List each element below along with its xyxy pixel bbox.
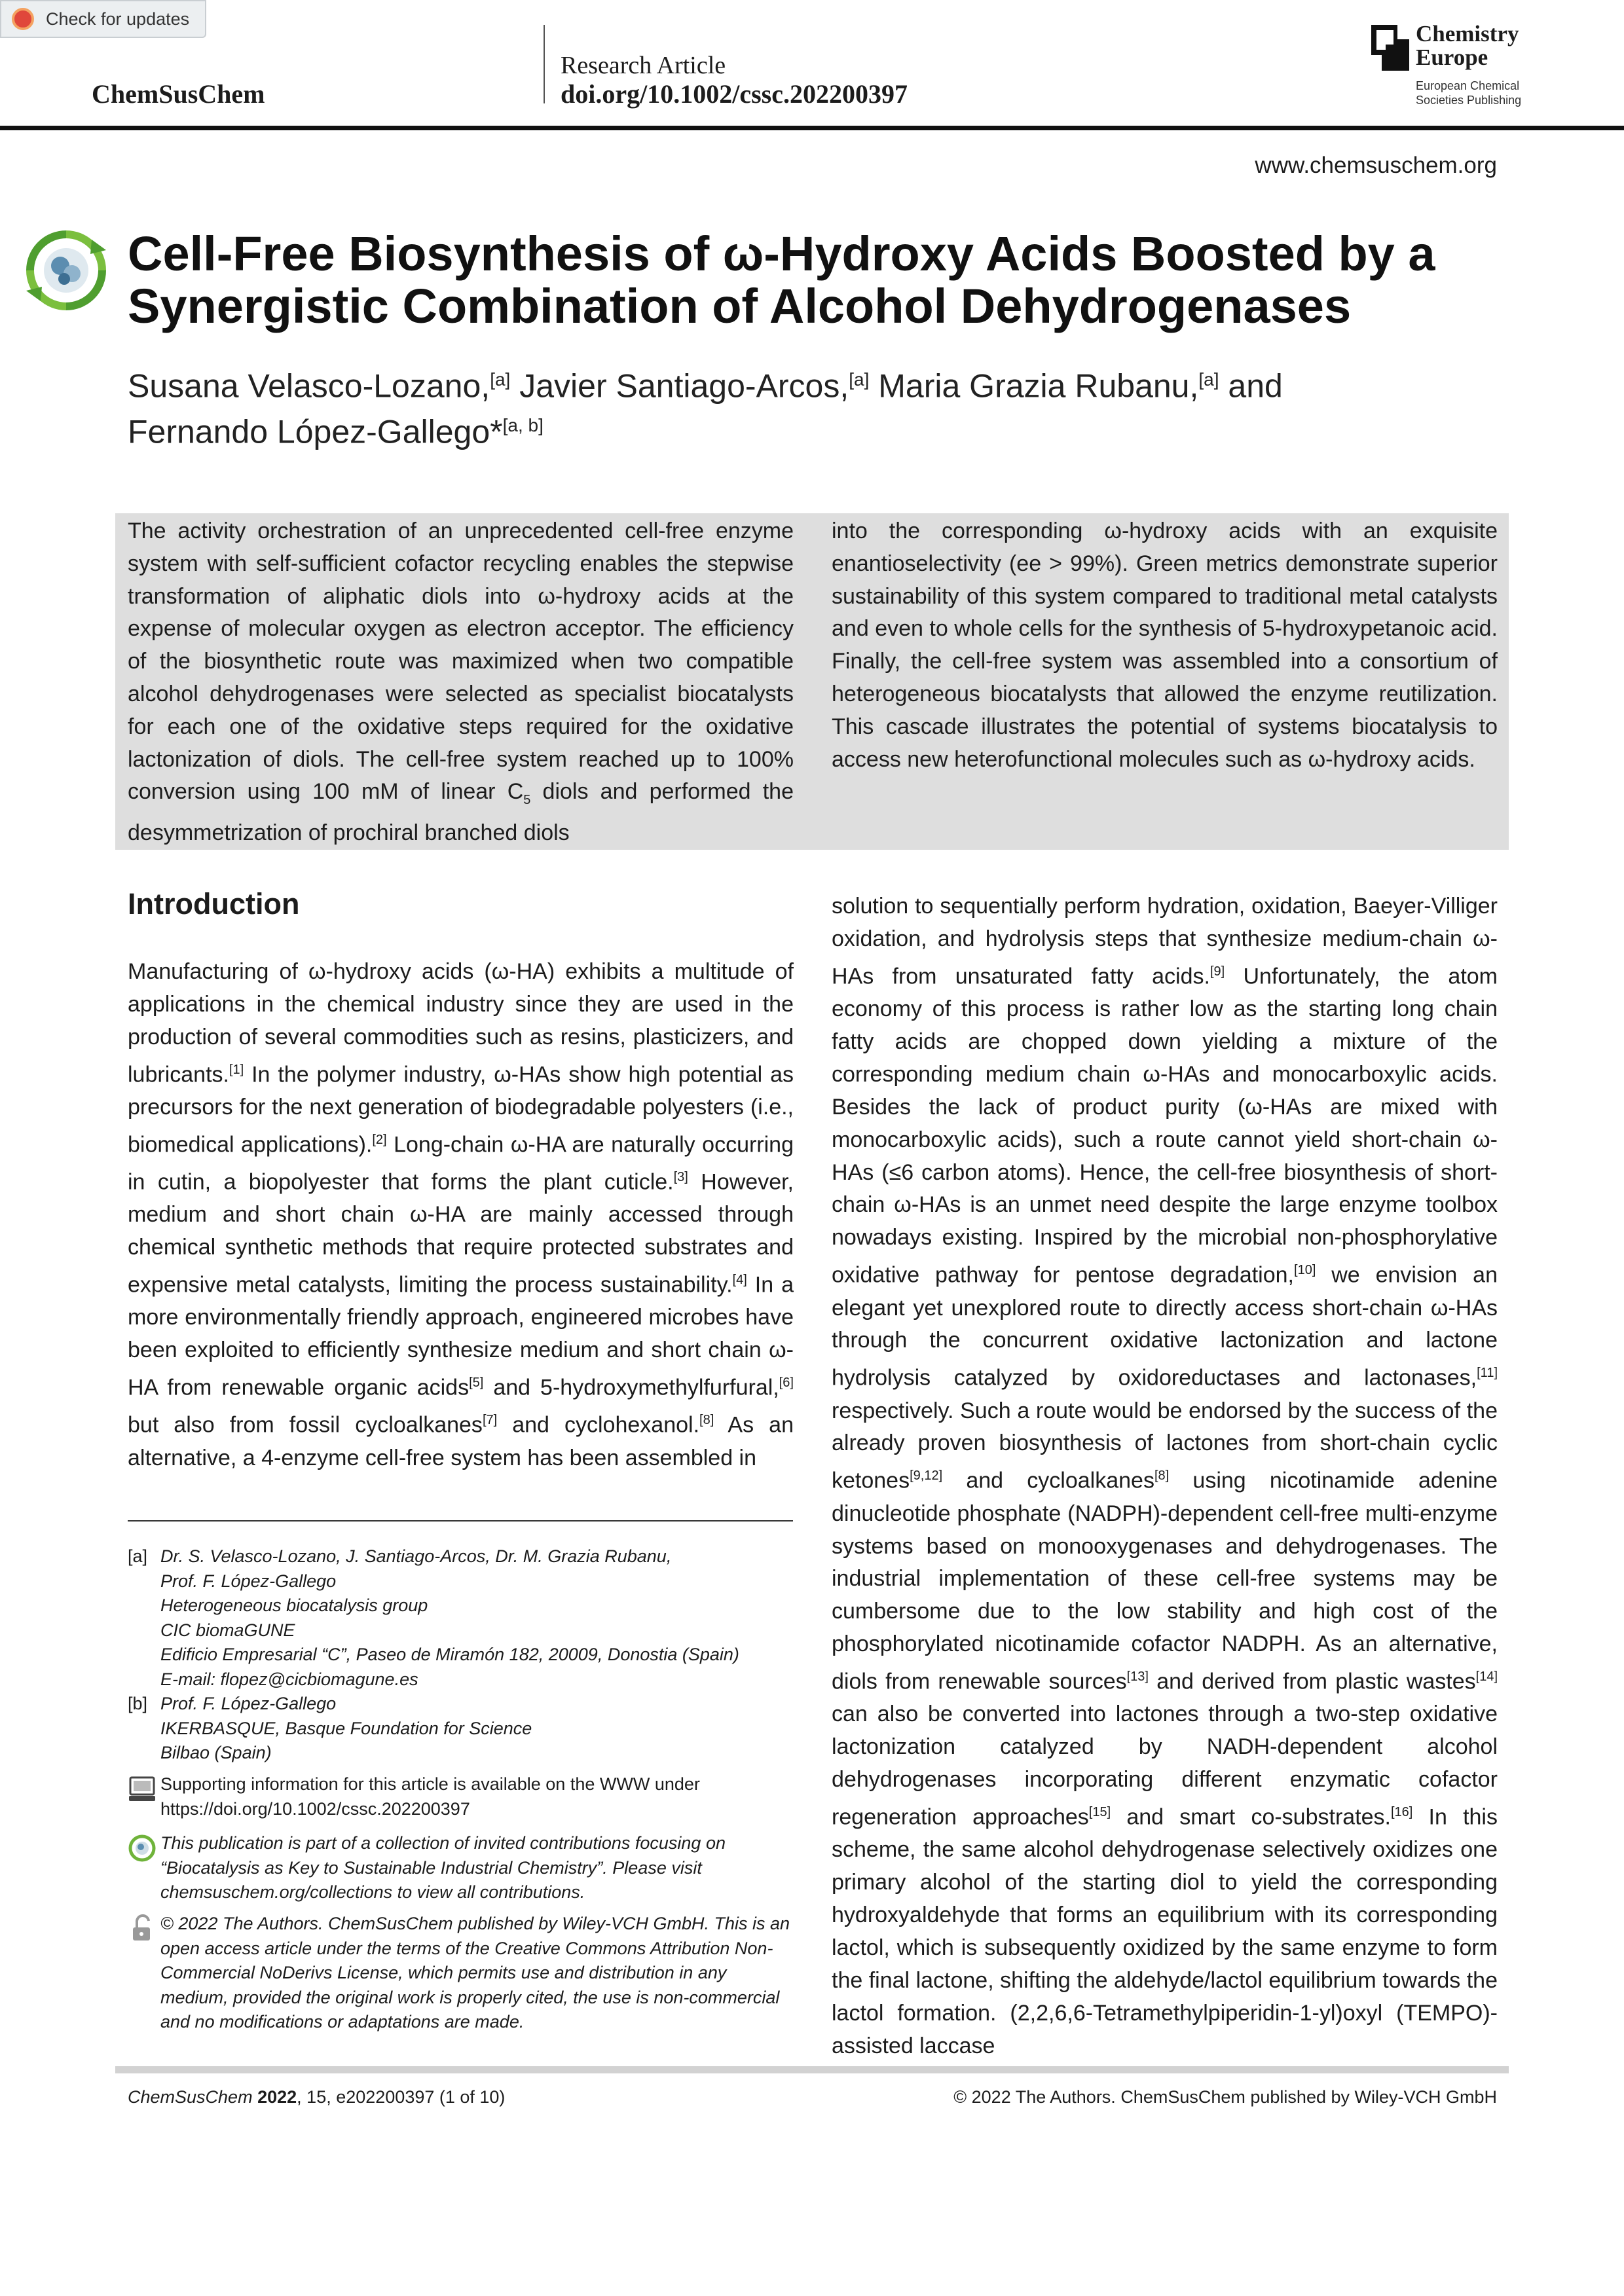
affiliation-a-line: CIC biomaGUNE — [160, 1620, 295, 1640]
license-note — [128, 1912, 793, 2039]
article-title — [128, 228, 1516, 333]
affiliation-a-line: Dr. S. Velasco-Lozano, J. Santiago-Arcos, Dr. M. Grazia Rubanu, — [160, 1546, 672, 1566]
publisher-sub-line1: European Chemical — [1416, 79, 1520, 92]
intro-text: In this scheme, the same alcohol dehydrogenase selectively oxidizes one primary alcohol of the starting diol to yield the corresponding hydroxyaldehyde that forms an equilibrium with its corresponding lactol, which is subsequently oxidized by the same enzyme to form the final lactone, shifting the aldehyde/lactol equilibrium towards the lactol formation. (2,2,6,6-Tetramethylpiperidin-1-yl)oxyl (TEMPO)-assisted laccase — [832, 1804, 1498, 2058]
supporting-info-note — [128, 1772, 793, 1822]
citation-ref[interactable]: [4] — [732, 1273, 747, 1288]
license-text: © 2022 The Authors. ChemSusChem published by Wiley-VCH GmbH. This is an open access article under the terms of the Creative Commons Attribution Non-Commercial NoDerivs License, which permits use and distribution in any medium, provided the original work is properly cited, the use is non-commercial and no modifications or adaptations are made. — [160, 1914, 790, 2032]
intro-text: and cycloalkanes — [942, 1468, 1154, 1493]
intro-text: we envision an elegant yet unexplored route to directly access short-chain ω-HAs through the concurrent oxidative lactonization and lactone hydrolysis catalyzed by oxidoreductases and lactonases, — [832, 1262, 1498, 1391]
intro-right-column — [832, 890, 1498, 2063]
affiliation-b-line: Prof. F. López-Gallego — [160, 1694, 337, 1713]
affiliation-a-line: Prof. F. López-Gallego — [160, 1571, 337, 1591]
footer-year: 2022 — [257, 2087, 297, 2107]
intro-text: Manufacturing of ω-hydroxy acids (ω-HA) exhibits a multitude of applications in the chemical industry since they are used in the production of several commodities such as resins, plasticizers, and lubricants. — [128, 959, 794, 1087]
affiliation-b-tag: [b] — [128, 1694, 148, 1713]
collection-note — [128, 1831, 793, 1907]
header-divider — [544, 25, 545, 103]
citation-ref[interactable]: [1] — [229, 1062, 244, 1077]
author-list — [128, 360, 1516, 451]
abstract-text-b: diols and performed the desymmetrization of prochiral branched diols — [128, 779, 794, 845]
publisher-name-line1: Chemistry — [1416, 21, 1519, 46]
citation-ref[interactable]: [8] — [699, 1413, 714, 1428]
website-link[interactable]: www.chemsuschem.org — [1255, 153, 1497, 178]
header-rule — [0, 126, 1624, 130]
affiliation-a-email[interactable]: E-mail: flopez@cicbiomagune.es — [160, 1669, 418, 1689]
section-heading-introduction: Introduction — [128, 887, 300, 920]
article-type: Research Article — [561, 52, 726, 79]
collection-text: This publication is part of a collection of invited contributions focusing on “Biocatalysis as Key to Sustainable Industrial Chemistry”. Please visit chemsuschem.org/collections to view all contributions. — [160, 1833, 726, 1902]
citation-ref[interactable]: [7] — [482, 1413, 498, 1428]
author-1-affiliation: [a] — [490, 369, 511, 390]
citation-ref[interactable]: [9] — [1209, 964, 1225, 979]
affiliation-a-line: Heterogeneous biocatalysis group — [160, 1595, 428, 1615]
citation-ref[interactable]: [5] — [469, 1376, 484, 1391]
citation-ref[interactable]: [8] — [1154, 1468, 1170, 1484]
affiliation-a-line: Edificio Empresarial “C”, Paseo de Miramón 182, 20009, Donostia (Spain) — [160, 1645, 739, 1664]
citation-ref[interactable]: [10] — [1294, 1263, 1316, 1278]
intro-text: and cyclohexanol. — [497, 1412, 700, 1438]
author-3-affiliation: [a] — [1198, 369, 1219, 390]
citation-ref[interactable]: [13] — [1126, 1669, 1149, 1685]
intro-text: Unfortunately, the atom economy of this process is rather low as the starting long chain fatty acids are chopped down yielding a mixture of the corresponding medium chain ω-HAs and monocarboxylic acids. Besides the lack of product purity (ω-HAs are mixed with monocarboxylic acids), such a route cannot yield short-chain ω-HAs (≤6 carbon atoms). Hence, the cell-free biosynthesis of short-chain ω-HAs is an unmet need despite the large enzyme toolbox nowadays existing. Inspired by the microbial non-phosphorylative oxidative pathway for pentose degradation, — [832, 964, 1498, 1288]
open-access-lock-icon — [128, 1914, 157, 1943]
title-line-1: Cell-Free Biosynthesis of ω-Hydroxy Acids Boosted by a — [128, 227, 1435, 281]
citation-ref[interactable]: [11] — [1477, 1366, 1498, 1381]
intro-text: using nicotinamide adenine dinucleotide phosphate (NADPH)-dependent cell-free multi-enzyme systems based on monooxygenases and dehydrogenases. The industrial implementation of these cell-free systems may be cumbersome due to the low stability and high cost of the phosphorylated nicotinamide cofactor NADPH. As an alternative, diols from renewable sources — [832, 1468, 1498, 1694]
footnote-rule — [128, 1520, 793, 1522]
intro-text: but also from fossil cycloalkanes — [128, 1412, 483, 1438]
author-2-affiliation: [a] — [849, 369, 870, 390]
intro-text: In a more environmentally friendly approach, engineered microbes have been exploited to efficiently synthesize medium and short chain ω-HA from renewable organic acids — [128, 1272, 794, 1400]
publisher-name-line2: Europe — [1416, 45, 1488, 70]
check-updates-label: Check for updates — [46, 9, 190, 29]
citation-ref[interactable]: [16] — [1390, 1805, 1413, 1820]
publisher-sub-line2: Societies Publishing — [1416, 94, 1522, 107]
intro-text: In the polymer industry, ω-HAs show high potential as precursors for the next generation of biodegradable polyesters (i.e., biomedical applications). — [128, 1062, 794, 1157]
footer-citation — [128, 2087, 505, 2107]
intro-text: and smart co-substrates. — [1111, 1804, 1391, 1830]
collection-recycle-icon — [128, 1834, 157, 1863]
citation-ref[interactable]: [14] — [1475, 1669, 1498, 1685]
abstract-right-column: into the corresponding ω-hydroxy acids with an exquisite enantioselectivity (ee > 99%). Green metrics demonstrate superior sustainability of this system compared to traditional metal catalysts and even to whole cells for the synthesis of 5-hydroxypetanoic acid. Finally, the cell-free system was assembled into a consortium of heterogeneous biocatalysts that allowed the enzyme reutilization. This cascade illustrates the potential of systems biocatalysis to access new heterofunctional molecules such as ω-hydroxy acids. — [832, 519, 1498, 772]
abstract-text-a: The activity orchestration of an unprecedented cell-free enzyme system with self-sufficient cofactor recycling enables the stepwise transformation of aliphatic diols into ω-hydroxy acids at the expense of molecular oxygen as electron acceptor. The efficiency of the biosynthetic route was maximized when two compatible alcohol dehydrogenases were selected as specialist biocatalysts for each one of the oxidative steps required for the oxidative lactonization of diols. The cell-free system reached up to 100% conversion using 100 mM of linear C — [128, 519, 794, 805]
abstract-subscript: 5 — [523, 793, 531, 808]
author-conjunction: and — [1219, 367, 1283, 405]
author-3: Maria Grazia Rubanu, — [869, 367, 1199, 405]
citation-ref[interactable]: [9,12] — [910, 1468, 943, 1484]
publisher-subtitle — [1416, 79, 1521, 107]
intro-text: Long-chain ω-HA are naturally occurring in cutin, a biopolyester that forms the plant cuticle. — [128, 1132, 794, 1195]
recycle-collection-icon — [26, 230, 106, 310]
footer-volume-page: , 15, e202200397 (1 of 10) — [297, 2087, 506, 2107]
chemistry-europe-logo-icon — [1371, 25, 1409, 71]
citation-ref[interactable]: [15] — [1088, 1805, 1111, 1820]
author-4-affiliation: [a, b] — [502, 414, 544, 435]
intro-left-column — [128, 956, 794, 1475]
citation-ref[interactable]: [3] — [673, 1170, 688, 1185]
footer-bar — [115, 2066, 1509, 2073]
intro-text: can also be converted into lactones through a two-step oxidative lactonization catalyzed by NADH-dependent alcohol dehydrogenases incorporating different enzymatic cofactor regeneration approaches — [832, 1702, 1498, 1830]
affiliation-a-tag: [a] — [128, 1546, 148, 1566]
intro-text: As an alternative, a 4-enzyme cell-free system has been assembled in — [128, 1412, 794, 1470]
intro-text: and 5-hydroxymethylfurfural, — [483, 1375, 779, 1400]
footer-copyright: © 2022 The Authors. ChemSusChem published by Wiley-VCH GmbH — [953, 2087, 1497, 2107]
author-4: Fernando López-Gallego* — [128, 413, 503, 450]
author-2: Javier Santiago-Arcos, — [510, 367, 849, 405]
publisher-name — [1416, 22, 1519, 69]
author-1: Susana Velasco-Lozano, — [128, 367, 490, 405]
supporting-info-text: Supporting information for this article is available on the WWW under https://doi.org/10.1002/cssc.202200397 — [160, 1774, 700, 1819]
intro-text: and derived from plastic wastes — [1148, 1669, 1476, 1694]
computer-icon — [128, 1775, 157, 1804]
intro-text: solution to sequentially perform hydration, oxidation, Baeyer-Villiger oxidation, and hydrolysis steps that synthesize medium-chain ω-HAs from unsaturated fatty acids. — [832, 894, 1498, 989]
citation-ref[interactable]: [6] — [779, 1376, 794, 1391]
affiliation-b-line: IKERBASQUE, Basque Foundation for Science — [160, 1718, 532, 1738]
footer-journal: ChemSusChem — [128, 2087, 253, 2107]
check-updates-icon — [12, 8, 34, 30]
journal-name: ChemSusChem — [92, 79, 265, 109]
citation-ref[interactable]: [2] — [372, 1132, 387, 1147]
intro-text: However, medium and short chain ω-HA are mainly accessed through chemical synthetic methods that require protected substrates and expensive metal catalysts, limiting the process sustainability. — [128, 1169, 794, 1298]
abstract-left-column — [128, 515, 794, 850]
title-line-2: Synergistic Combination of Alcohol Dehydrogenases — [128, 279, 1352, 333]
check-for-updates-button[interactable] — [0, 0, 206, 38]
affiliation-b-line: Bilbao (Spain) — [160, 1743, 272, 1762]
doi-link[interactable]: doi.org/10.1002/cssc.202200397 — [561, 79, 908, 109]
intro-text: respectively. Such a route would be endorsed by the success of the already proven biosynthesis of lactones from short-chain cyclic ketones — [832, 1398, 1498, 1493]
